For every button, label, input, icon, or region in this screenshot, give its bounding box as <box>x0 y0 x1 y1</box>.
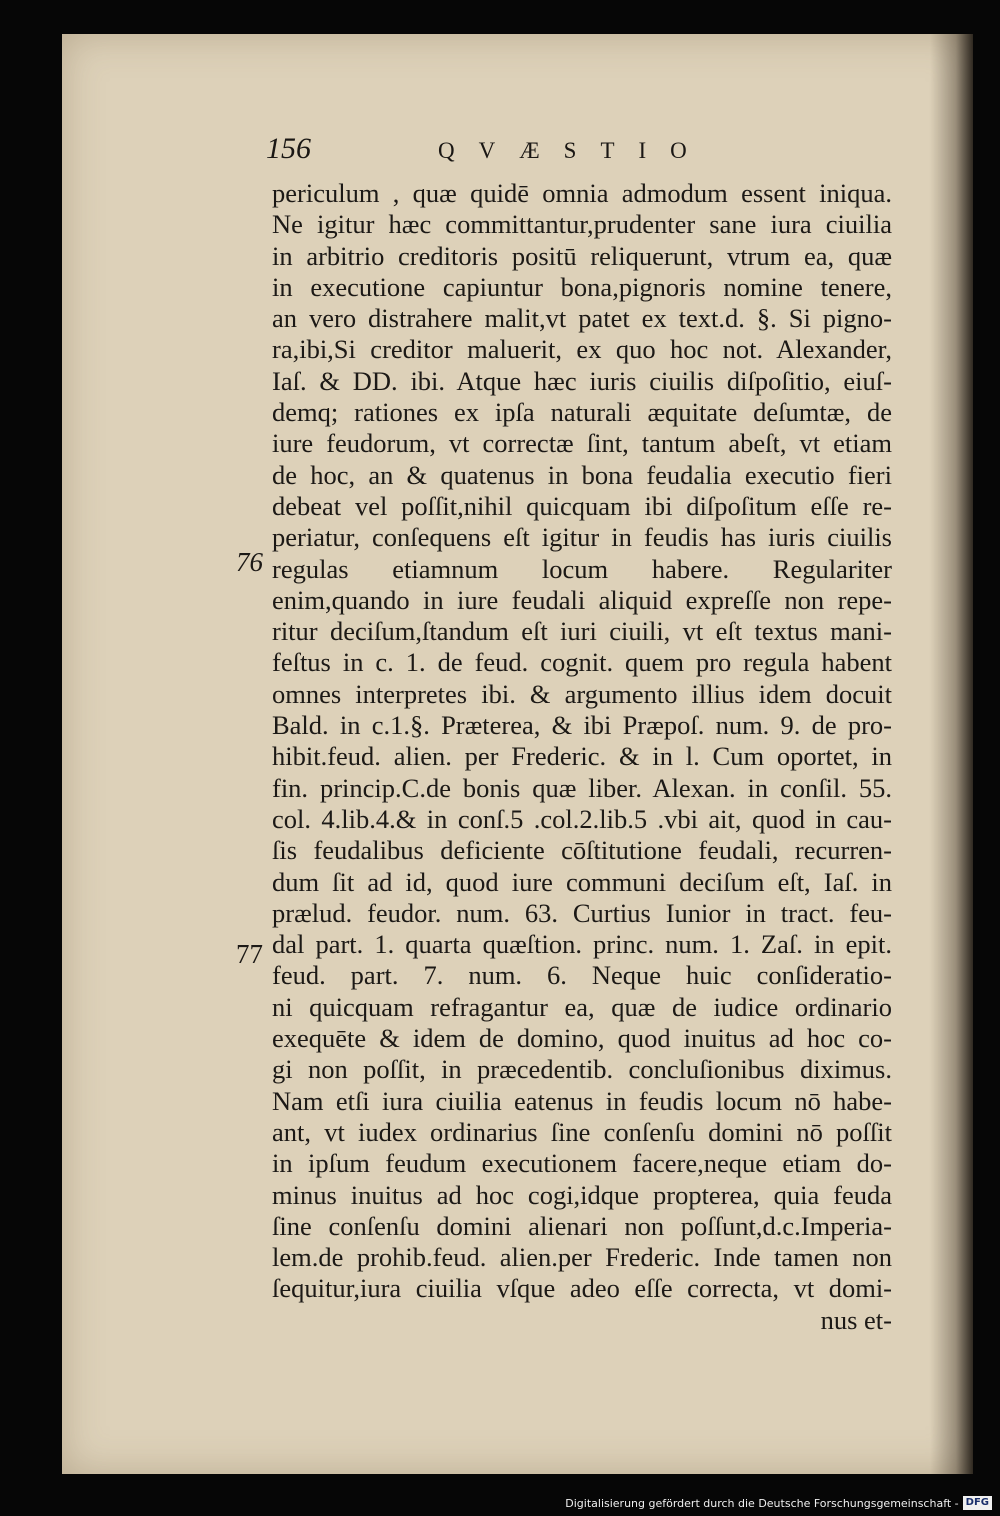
text-line: ritur deciſum,ſtandum eſt iuri ciuili, vt eſt textus mani- <box>272 616 892 647</box>
text-line: in ipſum feudum executionem facere,neque etiam do- <box>272 1148 892 1179</box>
running-head: QVÆSTIO <box>438 138 711 163</box>
text-line: enim,quando in iure feudali aliquid expreſſe non repe- <box>272 584 892 615</box>
text-line: feſtus in c. 1. de feud. cognit. quem pro regula habent <box>272 647 892 678</box>
text-line: exequēte & idem de domino, quod inuitus ad hoc co- <box>272 1023 892 1054</box>
text-line: lem.de prohib.feud. alien.per Frederic. Inde tamen non <box>272 1242 892 1273</box>
text-line: col. 4.lib.4.& in conſ.5 .col.2.lib.5 .vbi ait, quod in cau- <box>272 803 892 834</box>
text-line: in arbitrio creditoris positū reliquerunt, vtrum ea, quæ <box>272 240 892 271</box>
text-line: gi non poſſit, in præcedentib. concluſionibus diximus. <box>272 1054 892 1085</box>
text-line: ni quicquam refragantur ea, quæ de iudice ordinario <box>272 991 892 1022</box>
text-line: Bald. in c.1.§. Præterea, & ibi Præpoſ. num. 9. de pro- <box>272 710 892 741</box>
page-number: 156 <box>266 132 311 165</box>
page-gutter-shadow <box>930 34 973 1474</box>
text-line: iure feudorum, vt correctæ ſint, tantum abeſt, vt etiam <box>272 428 892 459</box>
text-line: de hoc, an & quatenus in bona feudalia executio fieri <box>272 459 892 490</box>
page-header <box>262 128 902 178</box>
text-line: hibit.feud. alien. per Frederic. & in l. Cum oportet, in <box>272 741 892 772</box>
text-line: Nam etſi iura ciuilia eatenus in feudis locum nō habe- <box>272 1085 892 1116</box>
dfg-logo: DFG <box>963 1496 992 1510</box>
text-line: an vero distrahere malit,vt patet ex text.d. §. Si pigno- <box>272 303 892 334</box>
text-line: minus inuitus ad hoc cogi,idque propterea, quia feuda <box>272 1179 892 1210</box>
text-line: in executione capiuntur bona,pignoris nomine tenere, <box>272 271 892 302</box>
text-line: Ne igitur hæc committantur,prudenter sane iura ciuilia <box>272 209 892 240</box>
text-line: regulas etiamnum locum habere. Regulariter <box>272 553 892 584</box>
catchword: nus et- <box>820 1304 892 1335</box>
text-line: ſequitur,iura ciuilia vſque adeo eſſe correcta, vt domi- <box>272 1273 892 1304</box>
text-line: demq; rationes ex ipſa naturali æquitate deſumtæ, de <box>272 397 892 428</box>
text-line: periatur, conſequens eſt igitur in feudis has iuris ciuilis <box>272 522 892 553</box>
credit-text: Digitalisierung gefördert durch die Deutsche Forschungsgemeinschaft - <box>565 1496 959 1510</box>
digitization-credit <box>565 1496 992 1510</box>
text-line: dum ſit ad id, quod iure communi deciſum eſt, Iaſ. in <box>272 866 892 897</box>
marginal-number: 76 <box>236 547 263 577</box>
text-line: ra,ibi,Si creditor maluerit, ex quo hoc not. Alexander, <box>272 334 892 365</box>
text-line: ſis feudalibus deficiente cōſtitutione feudali, recurren- <box>272 835 892 866</box>
text-line: debeat vel poſſit,nihil quicquam ibi diſpoſitum eſſe re- <box>272 490 892 521</box>
text-line: fin. princip.C.de bonis quæ liber. Alexan. in conſil. 55. <box>272 772 892 803</box>
text-line: dal part. 1. quarta quæſtion. princ. num. 1. Zaſ. in epit. <box>272 929 892 960</box>
text-line: ſine conſenſu domini alienari non poſſunt,d.c.Imperia- <box>272 1210 892 1241</box>
text-line: Iaſ. & DD. ibi. Atque hæc iuris ciuilis diſpoſitio, eiuſ- <box>272 365 892 396</box>
text-line: ant, vt iudex ordinarius ſine conſenſu domini nō poſſit <box>272 1116 892 1147</box>
marginal-number: 77 <box>236 939 263 969</box>
text-line: feud. part. 7. num. 6. Neque huic conſideratio- <box>272 960 892 991</box>
text-line: prælud. feudor. num. 63. Curtius Iunior in tract. feu- <box>272 897 892 928</box>
text-line: omnes interpretes ibi. & argumento illius idem docuit <box>272 678 892 709</box>
text-line: periculum , quæ quidē omnia admodum essent iniqua. <box>272 178 892 208</box>
body-text <box>272 178 892 1336</box>
